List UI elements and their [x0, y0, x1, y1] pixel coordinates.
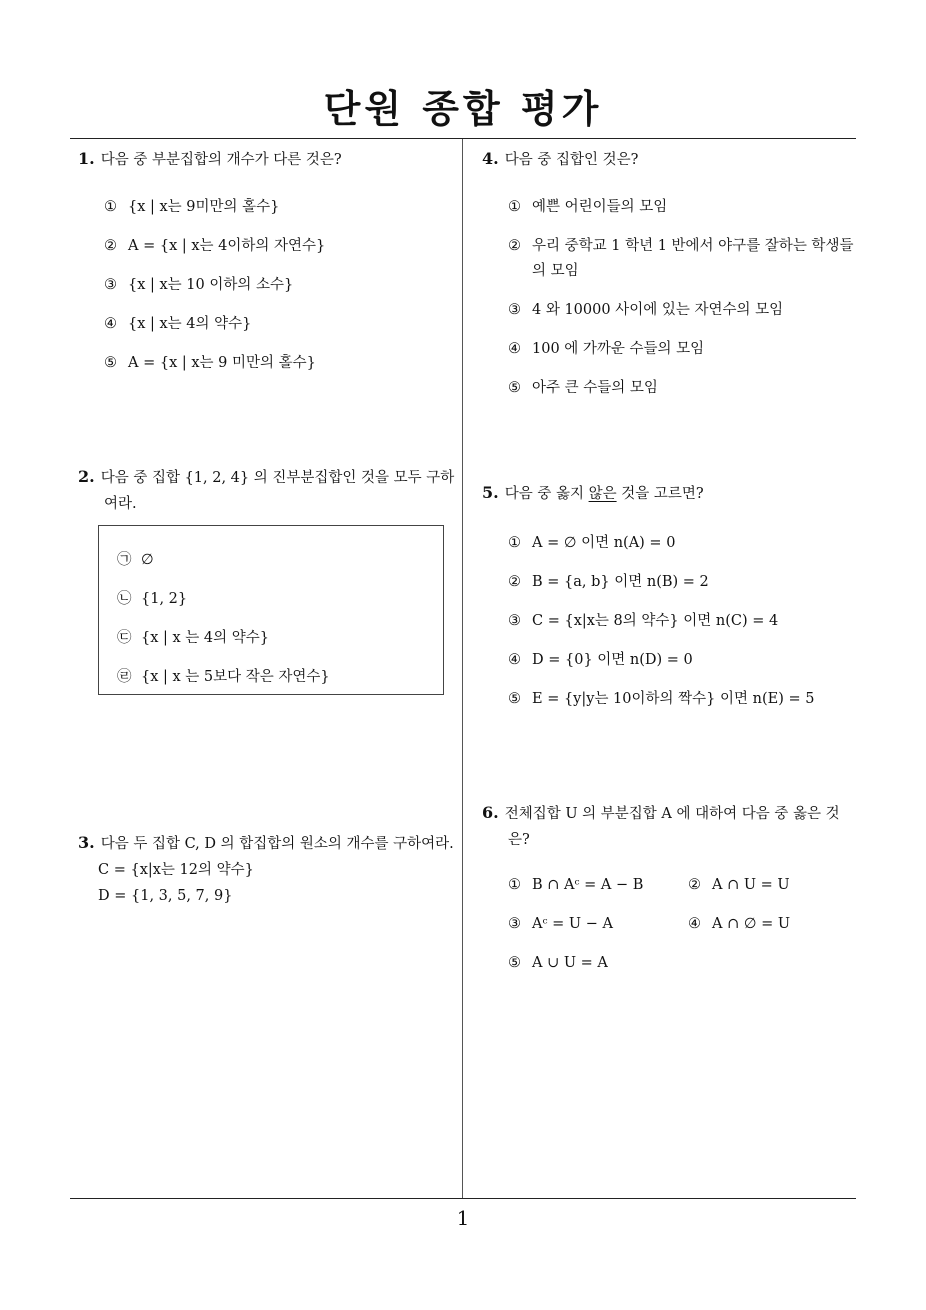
- question-number: 3.: [78, 833, 95, 852]
- question-3: [78, 830, 456, 909]
- option-1[interactable]: ① 예쁜 어린이들의 모임: [508, 199, 668, 215]
- choice-box: [98, 525, 444, 695]
- option-2[interactable]: ② 우리 중학교 1 학년 1 반에서 야구를 잘하는 학생들의 모임: [508, 238, 854, 279]
- question-text: 다음 중 부분집합의 개수가 다른 것은?: [100, 152, 342, 168]
- question-2: [78, 464, 456, 695]
- option-4[interactable]: ④ D = {0} 이면 n(D) = 0: [508, 652, 693, 668]
- question-text: 다음 두 집합 C, D 의 합집합의 원소의 개수를 구하여라.: [100, 836, 454, 852]
- choice-d: ㉣ {x | x 는 5보다 작은 자연수}: [117, 669, 330, 685]
- choice-b: ㉡ {1, 2}: [117, 591, 188, 607]
- option-1[interactable]: ① A = ∅ 이면 n(A) = 0: [508, 535, 676, 551]
- option-1[interactable]: ① {x | x는 9미만의 홀수}: [104, 199, 280, 215]
- option-1[interactable]: ① B ∩ Aᶜ = A − B: [508, 877, 644, 893]
- option-3[interactable]: ③ Aᶜ = U − A: [508, 916, 613, 932]
- choice-a: ㉠ ∅: [117, 552, 154, 568]
- option-2[interactable]: ② B = {a, b} 이면 n(B) = 2: [508, 574, 709, 590]
- question-text: 다음 중 집합인 것은?: [504, 152, 639, 168]
- option-4[interactable]: ④ {x | x는 4의 약수}: [104, 316, 252, 332]
- choice-c: ㉢ {x | x 는 4의 약수}: [117, 630, 269, 646]
- question-6: [482, 800, 858, 976]
- option-3[interactable]: ③ 4 와 10000 사이에 있는 자연수의 모임: [508, 302, 784, 318]
- question-number: 1.: [78, 149, 95, 168]
- question-number: 2.: [78, 467, 95, 486]
- question-text: 다음 중 집합 {1, 2, 4} 의 진부분집합인 것을 모두 구하여라.: [100, 470, 455, 512]
- question-number: 5.: [482, 483, 499, 502]
- page-title: 단원 종합 평가: [323, 87, 603, 131]
- question-5: [482, 480, 858, 726]
- question-text: 전체집합 U 의 부분집합 A 에 대하여 다음 중 옳은 것은?: [504, 806, 840, 848]
- option-5[interactable]: ⑤ E = {y|y는 10이하의 짝수} 이면 n(E) = 5: [508, 691, 815, 707]
- question-4: [482, 146, 858, 415]
- question-number: 6.: [482, 803, 499, 822]
- question-number: 4.: [482, 149, 499, 168]
- option-4[interactable]: ④ 100 에 가까운 수들의 모임: [508, 341, 705, 357]
- option-5[interactable]: ⑤ A ∪ U = A: [508, 955, 608, 971]
- question-text-underline: 않은: [588, 486, 617, 502]
- option-4[interactable]: ④ A ∩ ∅ = U: [688, 916, 791, 932]
- question-1: [78, 146, 456, 390]
- column-divider: [462, 139, 463, 1198]
- set-c-definition: C = {x|x는 12의 약수}: [98, 862, 254, 878]
- bottom-rule: [70, 1198, 856, 1199]
- set-d-definition: D = {1, 3, 5, 7, 9}: [98, 888, 233, 904]
- top-rule: [70, 138, 856, 139]
- option-3[interactable]: ③ {x | x는 10 이하의 소수}: [104, 277, 294, 293]
- question-text-before: 다음 중 옳지: [504, 486, 589, 502]
- question-text-after: 것을 고르면?: [616, 486, 704, 502]
- page-number: 1: [456, 1206, 470, 1230]
- option-2[interactable]: ② A = {x | x는 4이하의 자연수}: [104, 238, 326, 254]
- option-2[interactable]: ② A ∩ U = U: [688, 877, 790, 893]
- option-5[interactable]: ⑤ A = {x | x는 9 미만의 홀수}: [104, 355, 316, 371]
- option-5[interactable]: ⑤ 아주 큰 수들의 모임: [508, 380, 658, 396]
- option-3[interactable]: ③ C = {x|x는 8의 약수} 이면 n(C) = 4: [508, 613, 779, 629]
